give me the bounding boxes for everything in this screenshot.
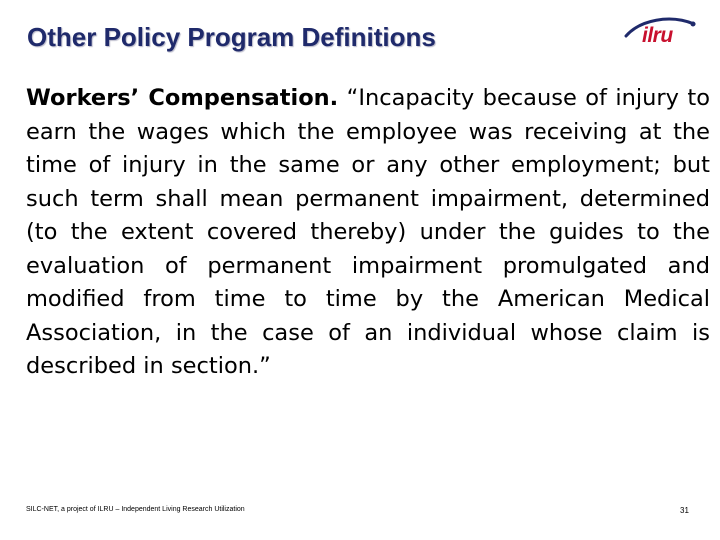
definition-term: Workers’ Compensation. [26, 85, 339, 111]
logo-text: ilru [642, 24, 673, 47]
definition-paragraph [26, 82, 710, 384]
ilru-logo [622, 12, 698, 54]
slide-title: Other Policy Program Definitions [27, 22, 436, 52]
footer-text: SILC-NET, a project of ILRU – Independent Living Research Utilization [26, 506, 245, 513]
definition-text: “Incapacity because of injury to earn the wages which the employee was receiving at the time of injury in the same or any other employment; but such term shall mean permanent impairment, determined (to the extent covered thereby) under the guides to the evaluation of permanent impairment promulgated and modified from time to time by the American Medical Association, in the case of an individual whose claim is described in section.” [26, 85, 710, 379]
page-number: 31 [680, 506, 689, 515]
